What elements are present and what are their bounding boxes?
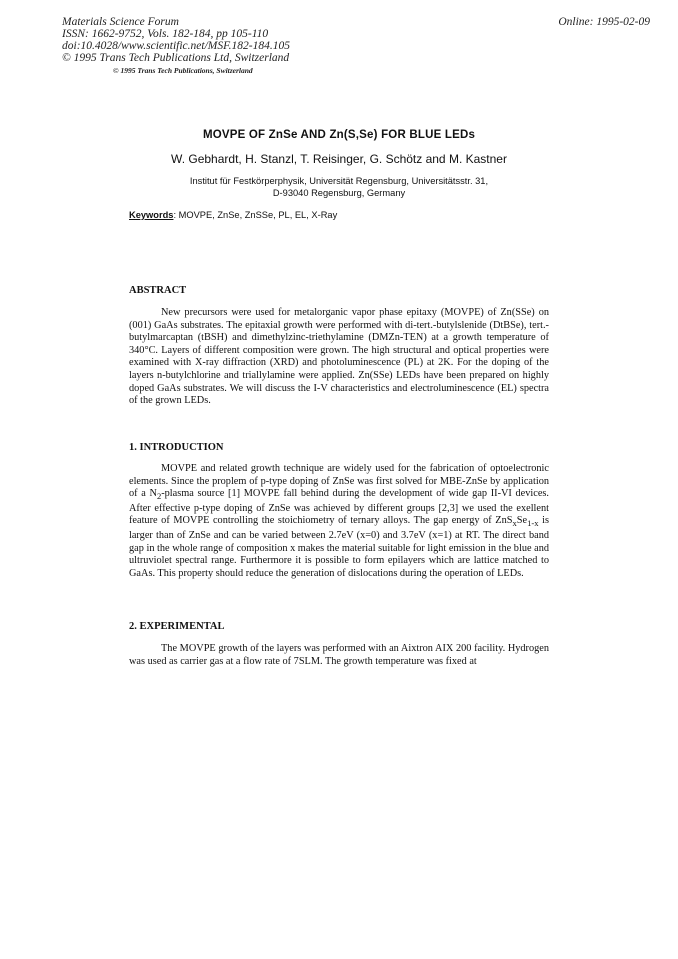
intro-sub-1x: 1-x xyxy=(527,518,539,529)
intro-sub-x: x xyxy=(512,518,517,529)
experimental-heading: 2. EXPERIMENTAL xyxy=(129,621,225,632)
abstract-heading: ABSTRACT xyxy=(129,285,187,296)
abstract-body xyxy=(129,307,549,408)
intro-text-1: MOVPE and related growth technique are widely used for the fabrication of optoelectronic elements. Since the proplem of p-type doping of ZnSe was first solved for MBE-ZnSe by application of a N xyxy=(129,463,549,500)
introduction-heading: 1. INTRODUCTION xyxy=(129,442,224,453)
journal-name: Materials Science Forum xyxy=(62,16,179,28)
paper-affiliation xyxy=(0,175,678,199)
keywords-list: : MOVPE, ZnSe, ZnSSe, PL, EL, X-Ray xyxy=(173,210,338,220)
online-date: Online: 1995-02-09 xyxy=(558,16,650,28)
copyright-line: © 1995 Trans Tech Publications Ltd, Switzerland xyxy=(62,52,290,64)
affiliation-line-1: Institut für Festkörperphysik, Universität Regensburg, Universitätsstr. 31, xyxy=(189,176,489,186)
affiliation-line-2: D-93040 Regensburg, Germany xyxy=(272,188,406,198)
intro-text-3: Se xyxy=(516,515,528,527)
keywords-label: Keywords xyxy=(129,210,174,220)
issn-line: ISSN: 1662-9752, Vols. 182-184, pp 105-110 xyxy=(62,28,269,40)
keywords xyxy=(129,210,337,220)
paper-title: MOVPE OF ZnSe AND Zn(S,Se) FOR BLUE LEDs xyxy=(202,129,476,141)
small-copyright: © 1995 Trans Tech Publications, Switzerland xyxy=(113,66,253,75)
introduction-body xyxy=(129,463,549,580)
experimental-body xyxy=(129,643,549,668)
introduction-text xyxy=(129,463,549,580)
abstract-text: New precursors were used for metalorganic vapor phase epitaxy (MOVPE) of Zn(SSe) on (001) GaAs substrates. The epitaxial growth were performed with di-tert.-butylslenide (DtBSe), tert.-butylmarcaptan (tBSH) and dimethylzinc-triethylamine (DMZn-TEN) at a growth temperature of 340°C. Layers of different composition were grown. The high structural and optical properties were examined with X-ray diffraction (XRD) and photoluminescence (PL) at 2K. For the doping of the layers n-butylchlorine and triallylamine were applied. Zn(SSe) LEDs have been prepared on highly doped GaAs substrates. We will discuss the I-V characteristics and electroluminescence (EL) spectra of the grown LEDs. xyxy=(129,307,549,407)
paper-authors: W. Gebhardt, H. Stanzl, T. Reisinger, G. Schötz and M. Kastner xyxy=(171,152,507,166)
intro-text-4: is larger than of ZnSe and can be varied between 2.7eV (x=0) and 3.7eV (x=1) at RT. The direct band gap in the whole range of composition x makes the material suitable for light emission in the blue and ultruviolet spectral range. Furthermore it is possible to form epilayers which are lattice matched to GaAs. This property should reduce the generation of dislocations during the operation of LEDs. xyxy=(129,515,549,579)
doi-line: doi:10.4028/www.scientific.net/MSF.182-184.105 xyxy=(62,40,290,52)
intro-sub-2: 2 xyxy=(156,491,162,502)
experimental-text: The MOVPE growth of the layers was performed with an Aixtron AIX 200 facility. Hydrogen was used as carrier gas at a flow rate of 7SLM. The growth temperature was fixed at xyxy=(129,643,549,667)
intro-text-2: -plasma source [1] MOVPE fall behind during the development of wide gap II-VI devices. After effective p-type doping of ZnSe was achieved by different groups [2,3] we used the exellent feature of MOVPE controlling the stoichiometry of ternary alloys. The gap energy of ZnS xyxy=(129,488,549,527)
journal-header xyxy=(62,16,290,64)
